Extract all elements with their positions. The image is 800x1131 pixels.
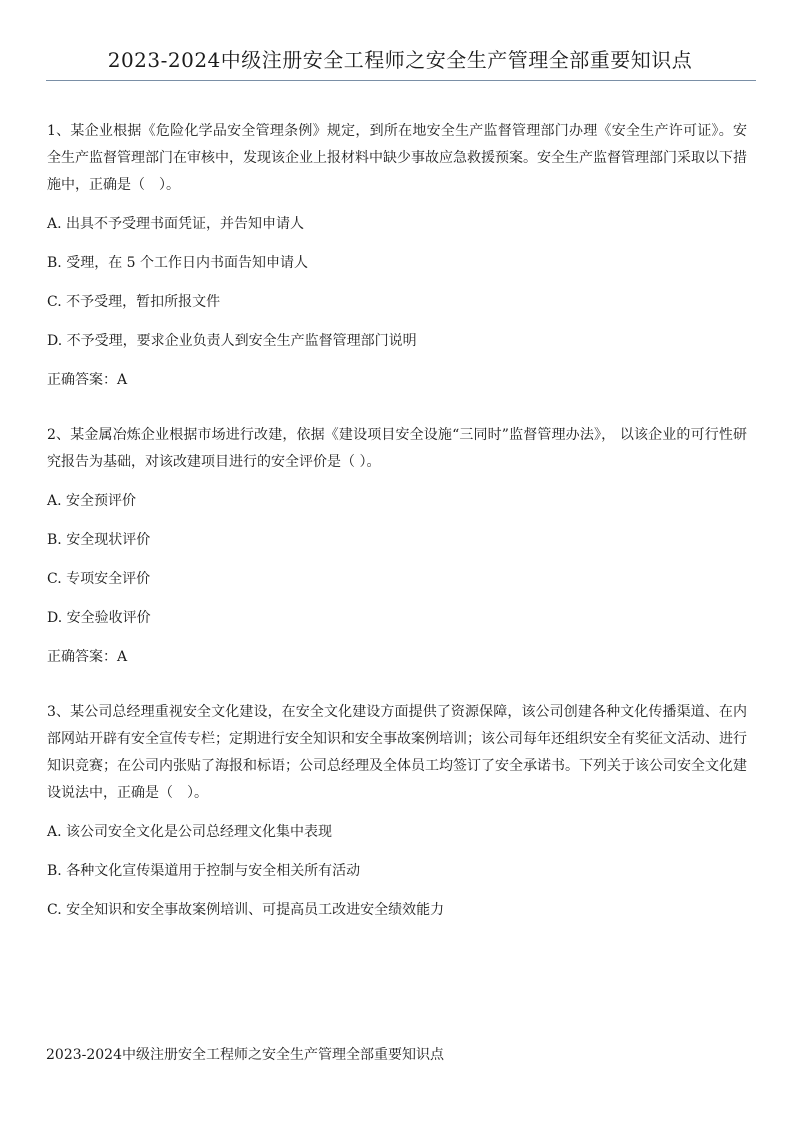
correct-answer: 正确答案：A: [47, 372, 128, 388]
page-footer: 2023-2024中级注册安全工程师之安全生产管理全部重要知识点: [46, 1047, 444, 1063]
question-1: [47, 118, 747, 394]
question-3: [47, 699, 747, 924]
page-title: 2023-2024中级注册安全工程师之安全生产管理全部重要知识点: [107, 48, 693, 72]
option-d: D. 不予受理，要求企业负责人到安全生产监督管理部门说明: [47, 333, 417, 349]
option-a: A. 该公司安全文化是公司总经理文化集中表现: [47, 824, 333, 840]
title-divider: [46, 80, 756, 81]
option-b: B. 安全现状评价: [47, 532, 151, 548]
option-c: C. 专项安全评价: [47, 571, 151, 587]
option-b: B. 各种文化宣传渠道用于控制与安全相关所有活动: [47, 863, 361, 879]
option-a: A. 出具不予受理书面凭证，并告知申请人: [47, 216, 305, 232]
document-body: [47, 118, 747, 936]
option-b: B. 受理，在 5 个工作日内书面告知申请人: [47, 255, 308, 271]
question-stem: 2、某金属冶炼企业根据市场进行改建，依据《建设项目安全设施“三同时”监督管理办法》， 以该企业的可行性研究报告为基础，对该改建项目进行的安全评价是（ ）。: [47, 427, 747, 470]
option-c: C. 不予受理，暂扣所报文件: [47, 294, 221, 310]
question-stem: 1、某企业根据《危险化学品安全管理条例》规定，到所在地安全生产监督管理部门办理《安全生产许可证》。安全生产监督管理部门在审核中，发现该企业上报材料中缺少事故应急救援预案。安全生产监督管理部门采取以下措施中，正确是（ ）。: [47, 123, 747, 193]
correct-answer: 正确答案：A: [47, 649, 128, 665]
option-a: A. 安全预评价: [47, 493, 137, 509]
question-stem: 3、某公司总经理重视安全文化建设，在安全文化建设方面提供了资源保障，该公司创建各种文化传播渠道、在内部网站开辟有安全宣传专栏；定期进行安全知识和安全事故案例培训；该公司每年还组织安全有奖征文活动、进行知识竞赛；在公司内张贴了海报和标语；公司总经理及全体员工均签订了安全承诺书。下列关于该公司安全文化建设说法中，正确是（ ）。: [47, 704, 747, 801]
option-c: C. 安全知识和安全事故案例培训、可提高员工改进安全绩效能力: [47, 902, 445, 918]
question-2: [47, 422, 747, 671]
option-d: D. 安全验收评价: [47, 610, 151, 626]
